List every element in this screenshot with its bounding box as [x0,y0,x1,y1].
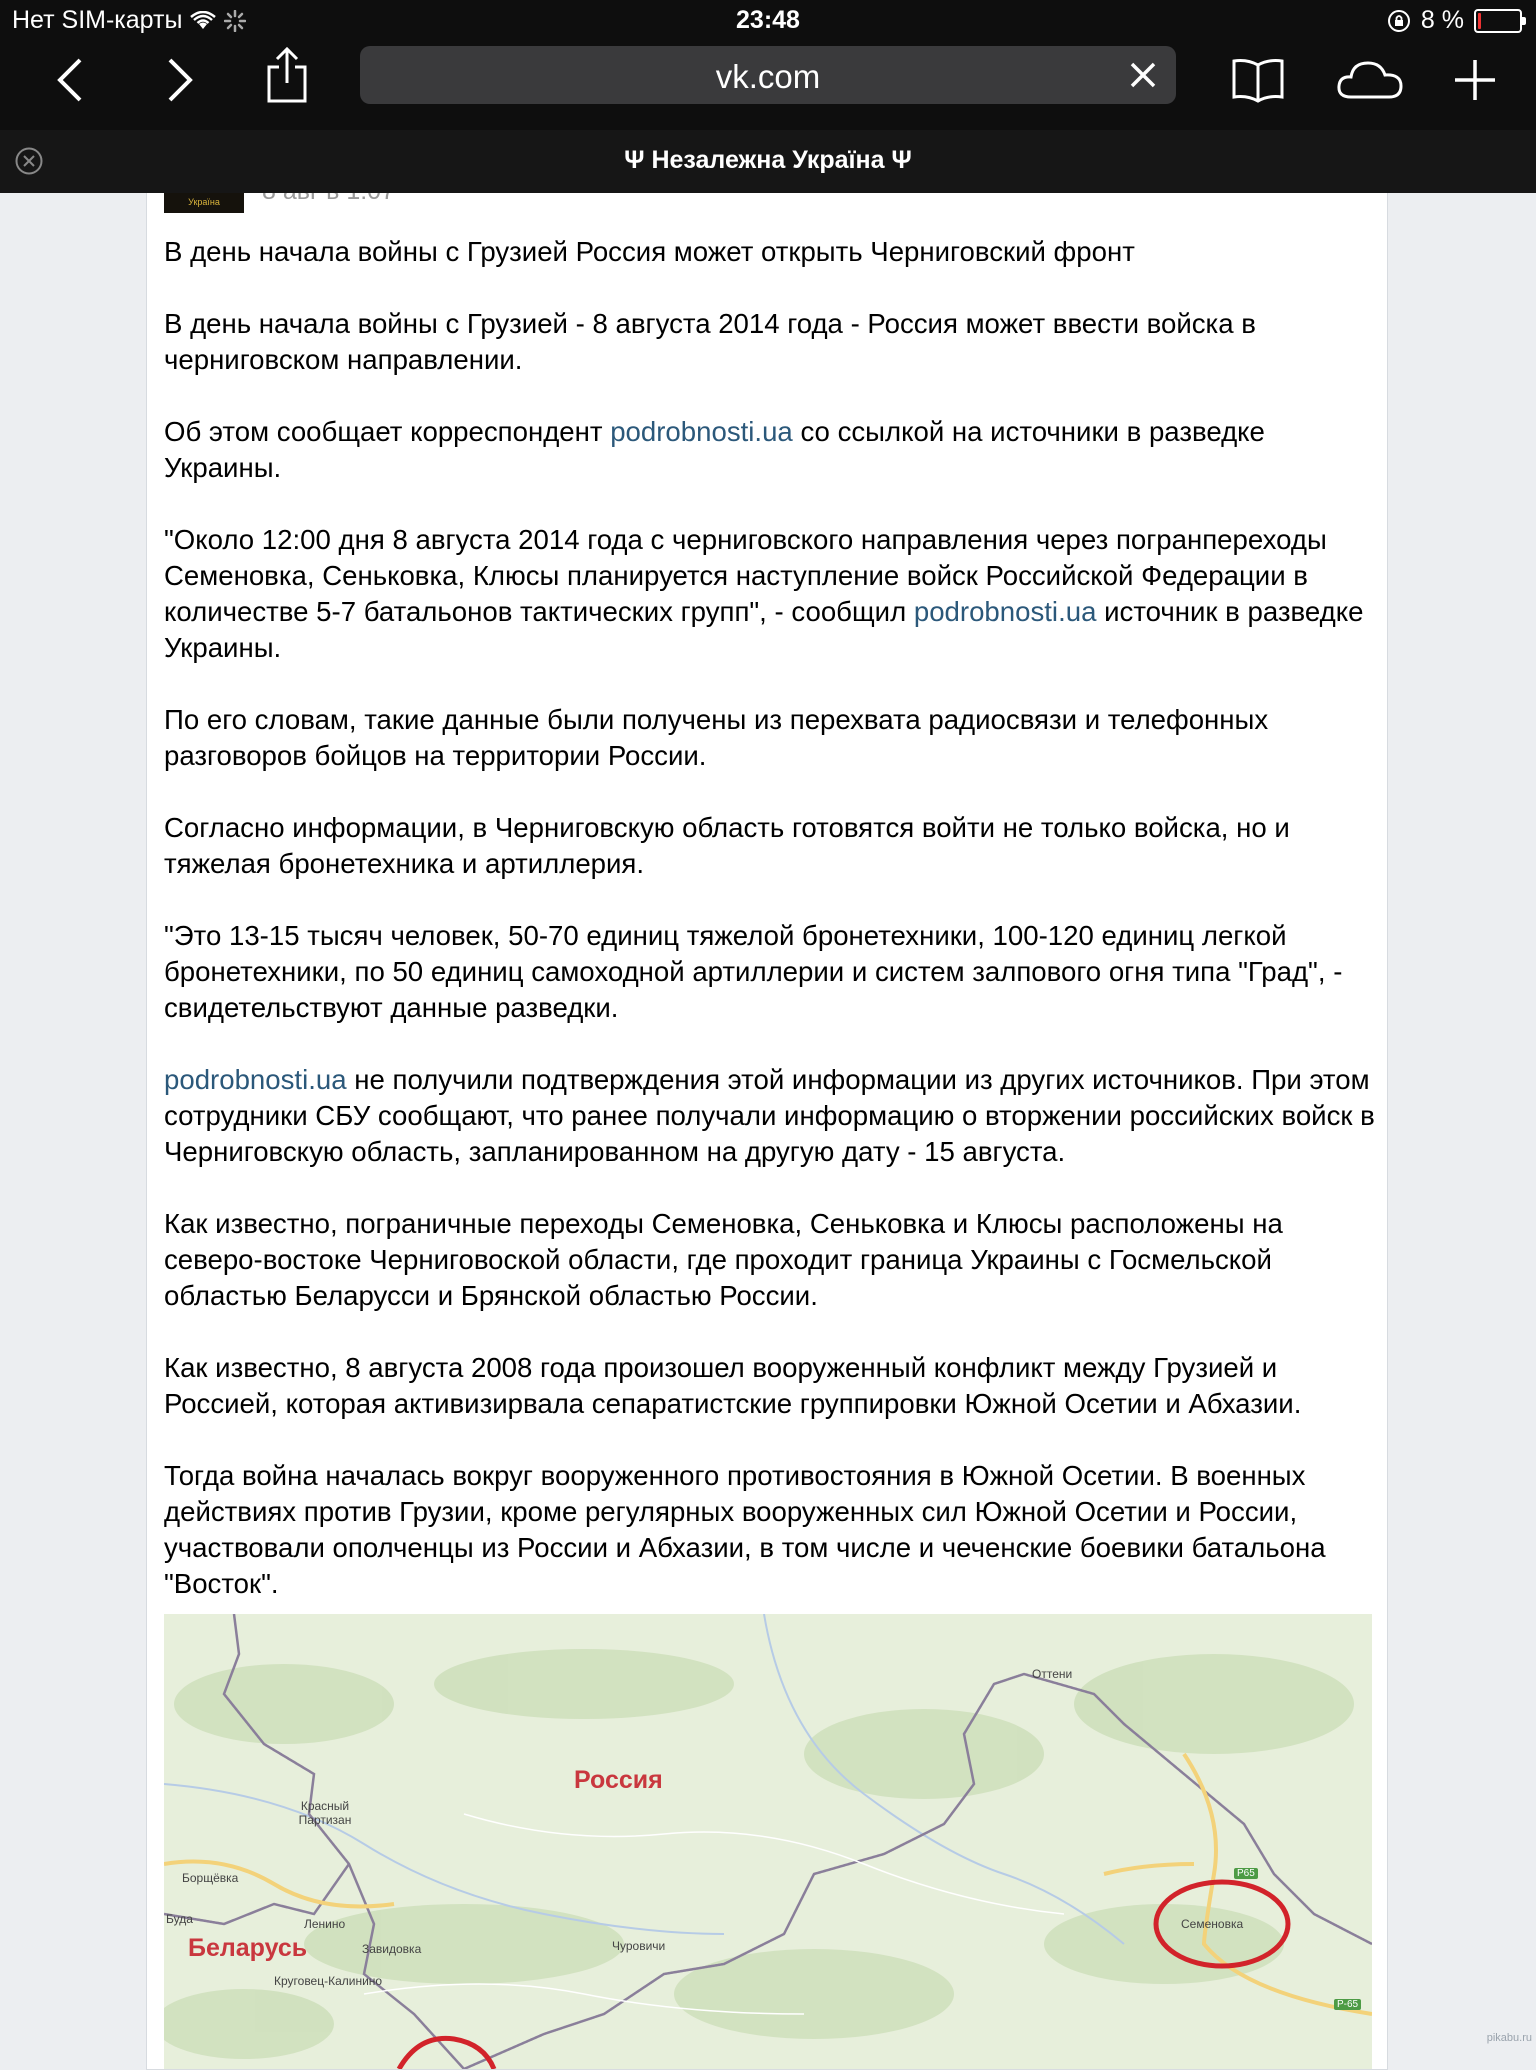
paragraph-text: "Около 12:00 дня 8 августа 2014 года с черниговского направления через погранпереходы Семеновка, Сеньковка, Клюсы планируется наступление войск Российской Федерации в количестве 5-7 батальонов тактических групп", - сообщил [164,524,1327,627]
tab-bar [0,130,1536,193]
icloud-tabs-button[interactable] [1334,50,1406,110]
address-bar[interactable] [360,46,1176,104]
post-paragraph: Согласно информации, в Черниговскую область готовятся войти не только войска, но и тяжелая бронетехника и артиллерия. [164,812,1290,879]
post-paragraph: В день начала войны с Грузией - 8 августа 2014 года - Россия может ввести войска в черниговском направлении. [164,308,1256,375]
chevron-left-icon [56,57,84,103]
plus-icon [1453,58,1497,102]
clear-url-button[interactable] [1124,56,1162,94]
paragraph-text: источник в разведке Украины. [164,596,1364,663]
back-button[interactable] [48,50,92,110]
post-paragraph: Как известно, пограничные переходы Семеновка, Сеньковка и Клюсы расположены на северо-востоке Черниговоской области, где проходит граница Украины с Госмельской областью Беларусси и Брянской областью России. [164,1208,1283,1311]
source-link[interactable]: podrobnosti.ua [610,416,793,447]
status-bar [0,0,1536,40]
post-paragraph: "Это 13-15 тысяч человек, 50-70 единиц тяжелой бронетехники, 100-120 единиц легкой бронетехники, по 50 единиц самоходной артиллерии и систем залпового огня типа "Град", - свидетельствуют данные разведки. [164,920,1343,1023]
paragraph-text: не получили подтверждения этой информации из других источников. При этом сотрудники СБУ сообщают, что ранее получали информацию о вторжении российских войск в Черниговскую область, запланированном на другую дату - 15 августа. [164,1064,1375,1167]
watermark: pikabu.ru [1486,2032,1532,2044]
post-paragraph: Тогда война началась вокруг вооруженного противостояния в Южной Осетии. В военных действиях против Грузии, кроме регулярных вооруженных сил Южной Осетии и России, участвовали ополченцы из России и Абхазии, в том числе и чеченские боевики батальона "Восток". [164,1460,1326,1599]
map-label-krasny-partizan: Красный Партизан [298,1799,352,1827]
browser-chrome [0,0,1536,193]
map-image[interactable] [164,1614,1372,2069]
battery-percent: 8 % [1420,6,1464,34]
battery-fill [1478,13,1481,29]
chevron-right-icon [166,57,194,103]
new-tab-button[interactable] [1450,50,1500,110]
map-label-semenovka: Семеновка [1181,1917,1244,1931]
post-paragraph [164,1062,1379,1170]
road-badge-p65: Р65 [1234,1868,1258,1879]
post-text [164,234,1379,1638]
post-paragraph [164,414,1379,486]
paragraph-text: со ссылкой на источники в разведке Украины. [164,416,1265,483]
map-label-buda: Буда [166,1912,193,1926]
map-label-borshchevka: Борщёвка [182,1871,239,1885]
tab-title[interactable]: Ψ Незалежна Україна Ψ [624,146,912,174]
book-icon [1231,57,1285,103]
share-button[interactable] [262,46,312,106]
cloud-icon [1335,59,1405,101]
forward-button[interactable] [158,50,202,110]
battery-icon [1474,9,1522,33]
map-label-belarus: Беларусь [188,1934,308,1962]
post-paragraph: Как известно, 8 августа 2008 года произошел вооруженный конфликт между Грузией и Россией, которая активизирвала сепаратистские группировки Южной Осетии и Абхазии. [164,1352,1302,1419]
share-icon [265,47,309,105]
orientation-lock-icon [1387,9,1411,33]
road-badge-p65-2: Р-65 [1334,1999,1361,2010]
map-label-lenino: Ленино [304,1917,346,1931]
post-paragraph: По его словам, такие данные были получены из перехвата радиосвязи и телефонных разговоров бойцов на территории России. [164,704,1269,771]
bookmarks-button[interactable] [1228,50,1288,110]
map-label-churovichi: Чуровичи [612,1939,666,1953]
source-link[interactable]: podrobnosti.ua [913,596,1097,627]
post-paragraph: В день начала войны с Грузией Россия может открыть Черниговский фронт [164,236,1135,267]
clock: 23:48 [736,6,800,34]
url-text: vk.com [715,58,821,95]
avatar-caption: Україна [188,197,220,207]
post-card [146,108,1388,2070]
map-label-russia: Россия [574,1766,663,1794]
map-label-krugovets: Круговец-Калинино [274,1974,383,1988]
map-label-oteni: Оттени [1032,1667,1073,1681]
status-right [1387,6,1522,35]
close-icon [1129,61,1157,89]
source-link[interactable]: podrobnosti.ua [164,1064,347,1095]
carrier-label: Нет SIM-карты [12,6,183,34]
paragraph-text: Об этом сообщает корреспондент [164,416,611,447]
post-paragraph [164,522,1379,666]
map-label-zavidovka: Завидовка [362,1942,422,1956]
map-graphic [164,1614,1372,2069]
